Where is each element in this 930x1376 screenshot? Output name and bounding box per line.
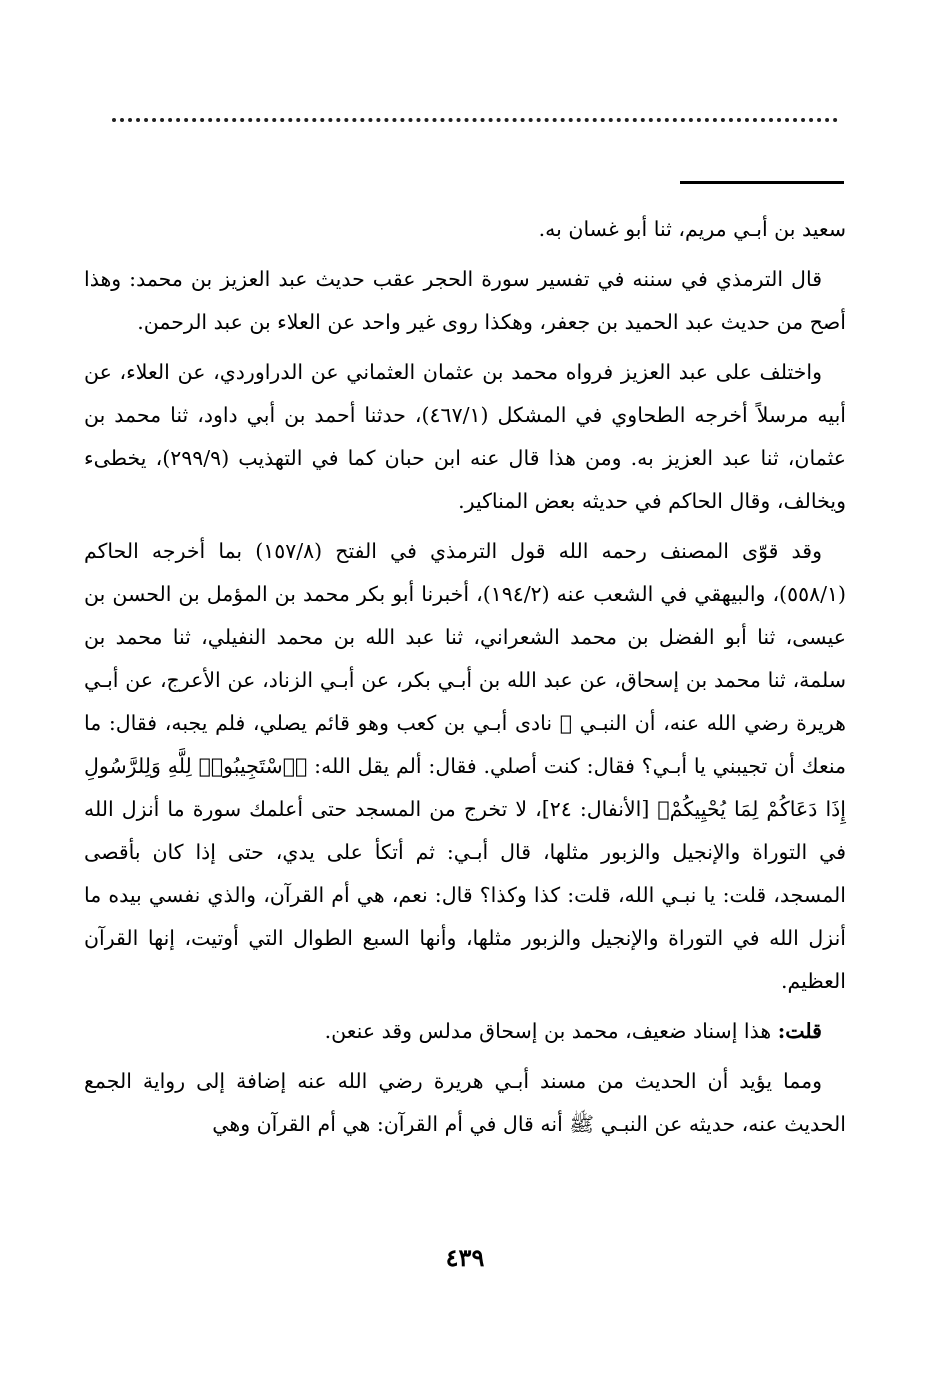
- paragraph-2: قال الترمذي في سننه في تفسير سورة الحجر عقب حديث عبد العزيز بن محمد: وهذا أصح من حديث عبد الحميد بن جعفر، وهكذا روى غير واحد عن العلاء بن عبد الرحمن.: [84, 267, 846, 334]
- paragraph-4: وقد قوّى المصنف رحمه الله قول الترمذي في الفتح (١٥٧/٨) بما أخرجه الحاكم (٥٥٨/١)، والبيهقي في الشعب عنه (١٩٤/٢)، أخبرنا أبو بكر محمد بن المؤمل بن الحسن بن عيسى، ثنا أبو الفضل بن محمد الشعراني، ثنا عبد الله بن محمد النفيلي، ثنا محمد بن سلمة، ثنا محمد بن إسحاق، عن عبد الله بن أبـي بكر، عن أبـي الزناد، عن الأعرج، عن أبـي هريرة رضي الله عنه، أن النبـي ﷺ نادى أبـي بن كعب وهو قائم يصلي، فلم يجبه، فقال: ما منعك أن تجيبني يا أبـي؟ فقال: كنت أصلي. فقال: ألم يقل الله: ﴿ٱسْتَجِيبُوا۟ لِلَّهِ وَلِلرَّسُولِ إِذَا دَعَاكُمْ لِمَا يُحْيِيكُمْ﴾ [الأنفال: ٢٤]، لا تخرج من المسجد حتى أعلمك سورة ما أنزل الله في التوراة والإنجيل والزبور مثلها، قال أبـي: ثم أتكأ على يدي، حتى إذا كان بأقصى المسجد، قلت: يا نبـي الله، قلت: كذا وكذا؟ قال: نعم، هي أم القرآن، والذي نفسي بيده ما أنزل الله في التوراة والإنجيل والزبور مثلها، وأنها السبع الطوال التي أوتيت، إنها القرآن العظيم.: [84, 539, 847, 993]
- header-dotted-divider: [112, 118, 838, 122]
- paragraph-lead-word: قلت:: [777, 1019, 822, 1043]
- paragraph-3: واختلف على عبد العزيز فرواه محمد بن عثمان العثماني عن الدراوردي، عن العلاء، عن أبيه مرسلاً أخرجه الطحاوي في المشكل (٤٦٧/١)، حدثنا أحمد بن أبي داود، ثنا محمد بن عثمان، ثنا عبد العزيز به. ومن هذا قال عنه ابن حبان كما في التهذيب (٢٩٩/٩)، يخطىء ويخالف، وقال الحاكم في حديثه بعض المناكير.: [84, 360, 846, 513]
- page-body: [84, 208, 846, 1153]
- paragraph-5-text: هذا إسناد ضعيف، محمد بن إسحاق مدلس وقد عنعن.: [324, 1019, 778, 1043]
- footnote-separator-line: [680, 181, 844, 184]
- paragraph-6: ومما يؤيد أن الحديث من مسند أبـي هريرة رضي الله عنه إضافة إلى رواية الجمع الحديث عنه، حديثه عن النبـي ﷺ أنه قال في أم القرآن: هي أم القرآن وهي: [84, 1069, 846, 1136]
- paragraph-1: سعيد بن أبـي مريم، ثنا أبو غسان به.: [538, 217, 846, 241]
- page-number: ٤٣٩: [445, 1243, 485, 1272]
- paragraph-5: [84, 1010, 846, 1053]
